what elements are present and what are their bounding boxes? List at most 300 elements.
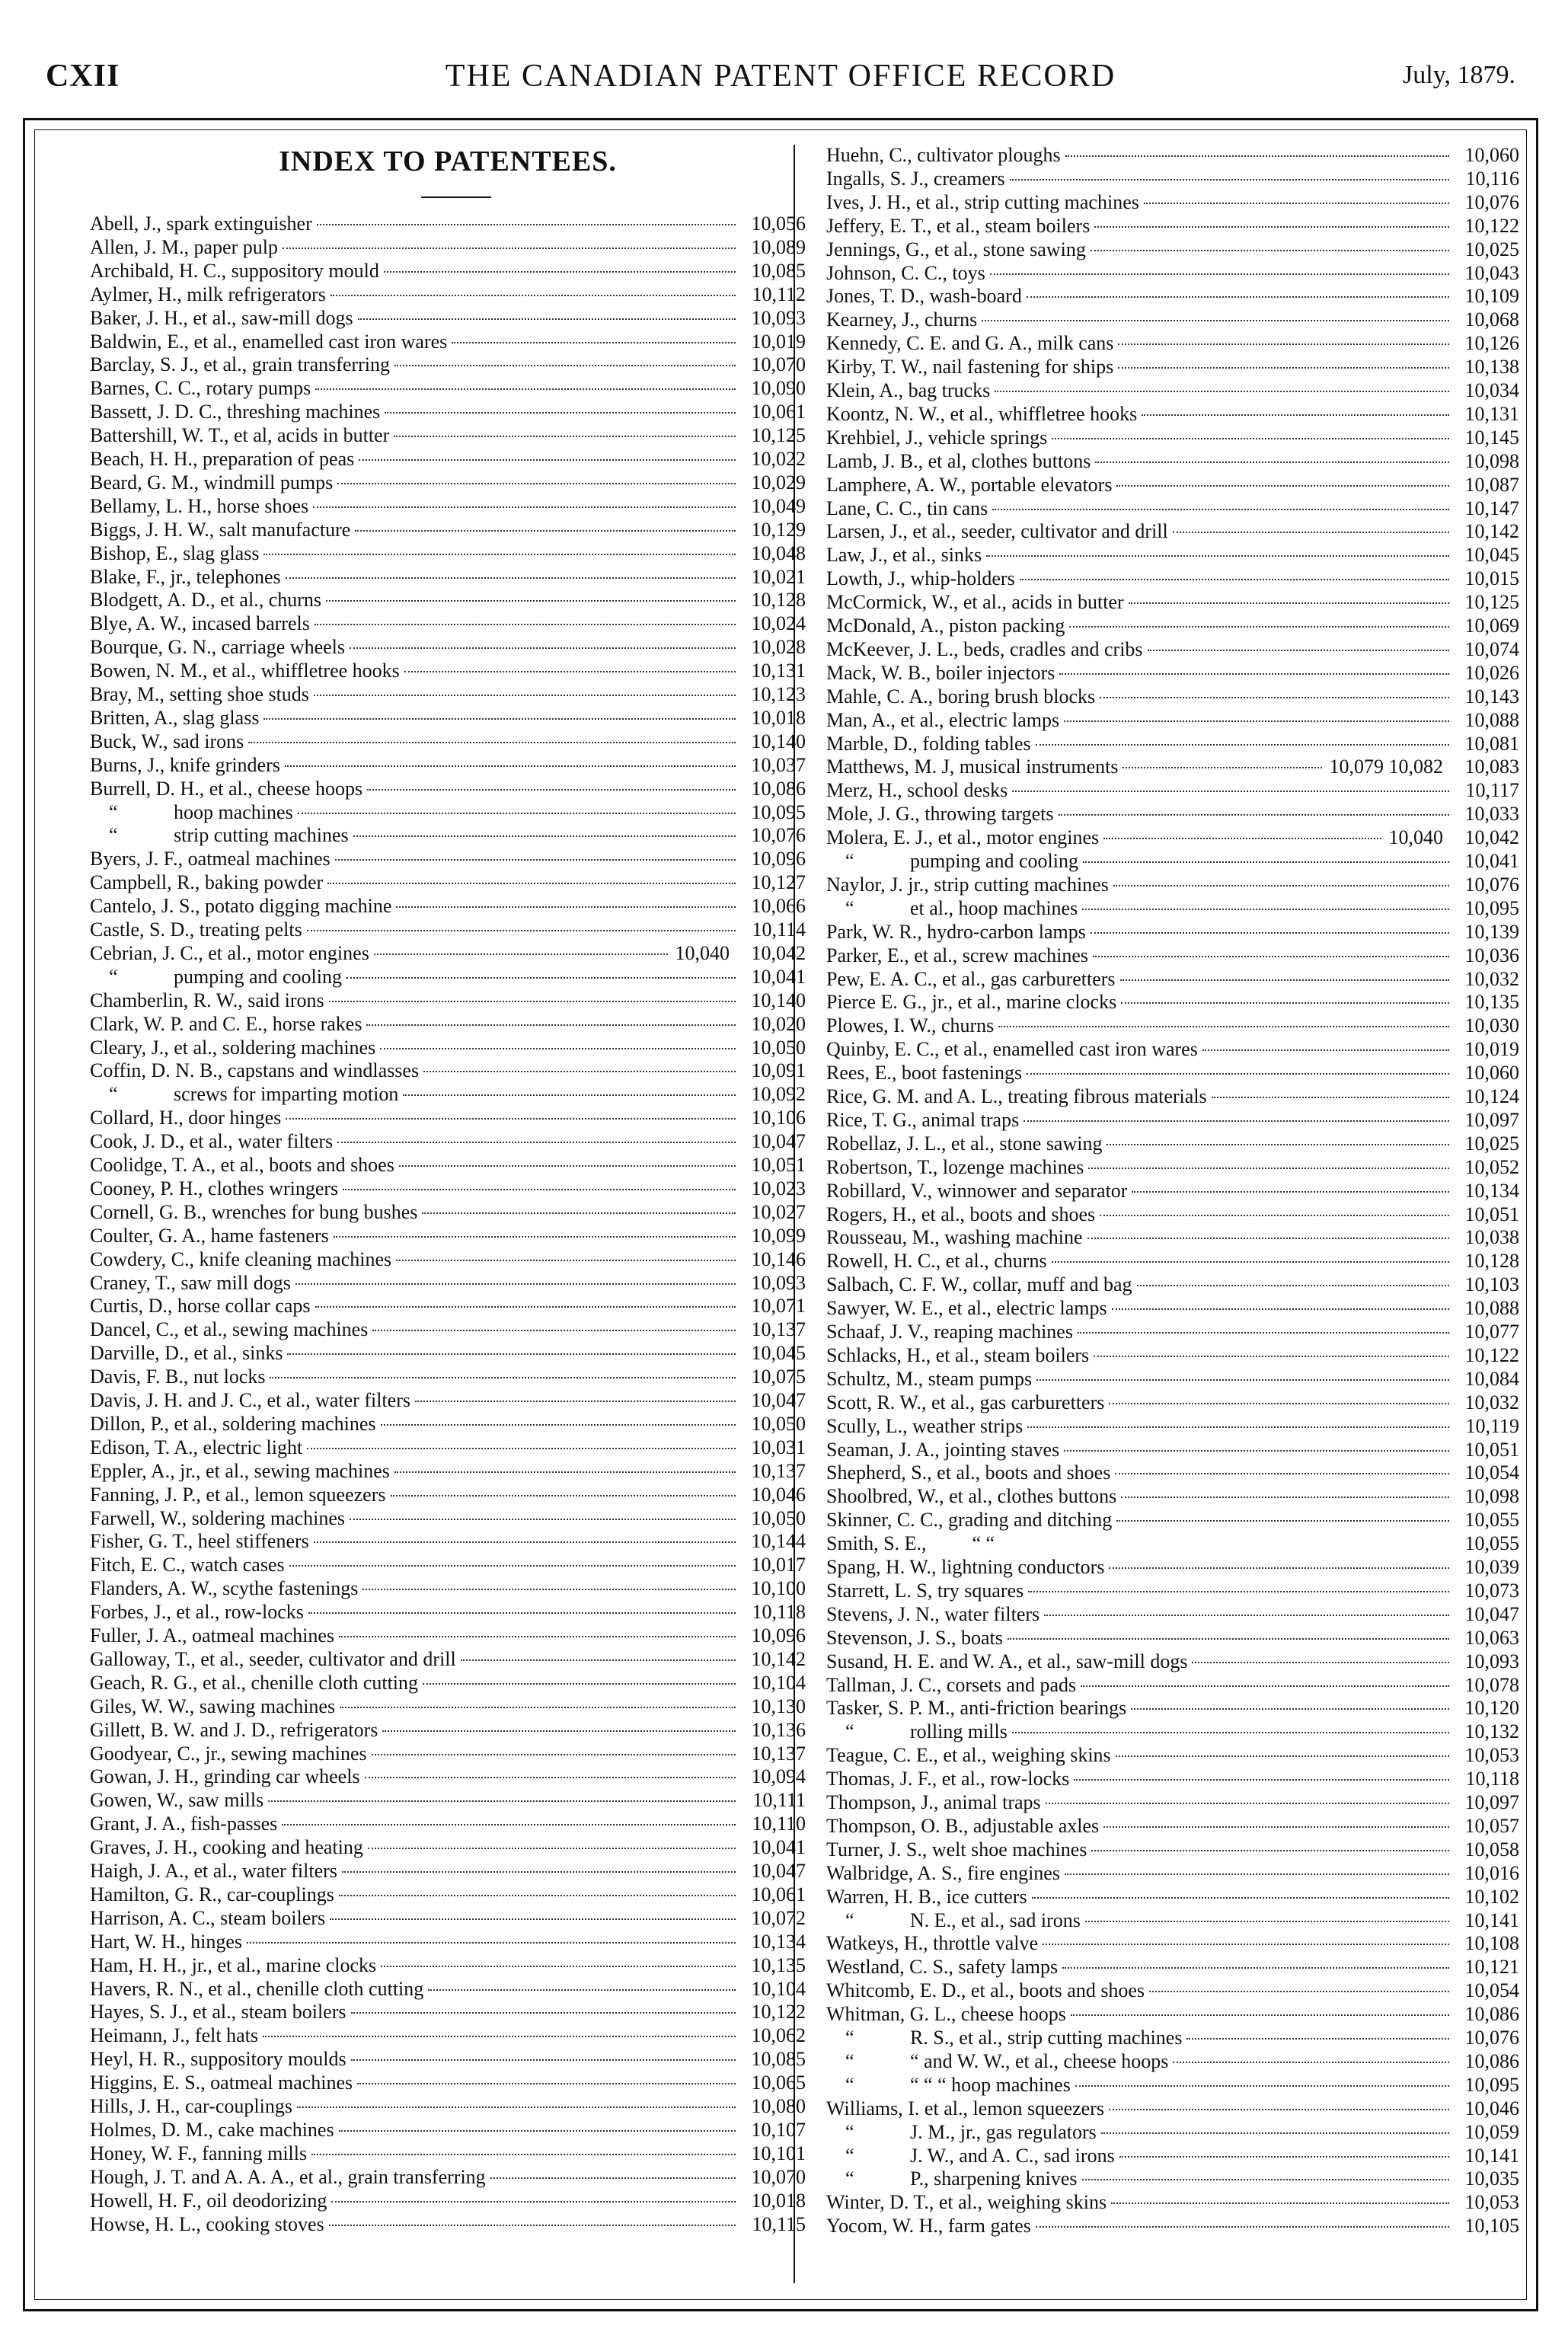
dot-leader — [1202, 1049, 1449, 1051]
entry-text: Bowen, N. M., et al., whiffletree hooks — [90, 660, 400, 682]
index-entry — [826, 1414, 1519, 1438]
patent-number: 10,073 — [1464, 1579, 1519, 1602]
index-entry — [826, 1155, 1519, 1179]
patent-number: 10,076 — [1464, 873, 1519, 896]
ditto-mark: “ — [109, 824, 118, 847]
entry-text: Howell, H. F., oil deodorizing — [90, 2189, 327, 2212]
index-entry — [90, 1695, 806, 1718]
index-entry — [90, 1224, 806, 1247]
dot-leader — [1116, 1755, 1449, 1757]
dot-leader — [986, 555, 1449, 557]
entry-text: Thomas, J. F., et al., row-locks — [826, 1768, 1070, 1790]
dot-leader — [248, 742, 736, 743]
dot-leader — [992, 509, 1449, 510]
dot-leader — [1144, 203, 1449, 204]
patent-number: 10,054 — [1464, 1461, 1519, 1484]
dot-leader — [366, 1024, 736, 1026]
patent-number: 10,055 — [1464, 1532, 1519, 1555]
index-entry — [90, 823, 806, 847]
patent-number: 10,049 — [751, 494, 806, 517]
dot-leader — [1078, 1332, 1449, 1334]
entry-text: Cornell, G. B., wrenches for bung bushes — [90, 1200, 418, 1223]
entry-text: Campbell, R., baking powder — [90, 871, 324, 894]
patent-number: 10,144 — [751, 1530, 806, 1553]
entry-text: Sawyer, W. E., et al., electric lamps — [826, 1297, 1107, 1320]
entry-text: Turner, J. S., welt shoe machines — [826, 1838, 1087, 1861]
entry-text: Smith, S. E., — [826, 1532, 927, 1555]
index-entry — [90, 777, 806, 800]
entry-text: Lamb, J. B., et al, clothes buttons — [826, 449, 1091, 472]
index-entry — [90, 447, 806, 471]
patent-number: 10,015 — [1464, 567, 1519, 590]
ditto-mark: “ — [845, 2144, 854, 2167]
dot-leader — [330, 1918, 736, 1920]
dot-leader — [1027, 296, 1449, 298]
entry-text: Fanning, J. P., et al., lemon squeezers — [90, 1483, 386, 1506]
patent-number: 10,120 — [1464, 1697, 1519, 1720]
index-entry — [90, 1624, 806, 1647]
entry-extra-number: 10,079 10,082 — [1329, 755, 1443, 778]
dot-leader — [357, 2083, 736, 2084]
patent-number: 10,090 — [751, 377, 806, 400]
patent-number: 10,034 — [1464, 379, 1519, 401]
index-entry — [826, 2097, 1519, 2120]
dot-leader — [990, 273, 1449, 275]
entry-text: Graves, J. H., cooking and heating — [90, 1836, 363, 1859]
index-entry — [826, 1838, 1519, 1861]
dot-leader — [307, 930, 736, 931]
entry-text: Higgins, E. S., oatmeal machines — [90, 2071, 353, 2094]
index-entry — [826, 1084, 1519, 1108]
index-entry — [90, 1247, 806, 1271]
patent-number: 10,039 — [1464, 1556, 1519, 1578]
dot-leader — [368, 1848, 736, 1849]
patent-number: 10,025 — [1464, 1132, 1519, 1155]
dot-leader — [1109, 1403, 1449, 1404]
index-entry — [90, 1835, 806, 1859]
entry-text: Harrison, A. C., steam boilers — [90, 1906, 326, 1929]
entry-text: Baldwin, E., et al., enamelled cast iron wares — [90, 330, 448, 353]
page-number: CXII — [46, 59, 120, 94]
patent-number: 10,146 — [751, 1247, 806, 1270]
patent-number: 10,025 — [1464, 238, 1519, 260]
index-entry — [90, 1200, 806, 1224]
index-entry — [826, 826, 1519, 849]
index-entry — [90, 1742, 806, 1765]
entry-text: Hayes, S. J., et al., steam boilers — [90, 2001, 346, 2024]
dot-leader — [263, 718, 736, 720]
index-entry — [826, 426, 1519, 449]
index-entry — [826, 1650, 1519, 1673]
dot-leader — [403, 1094, 736, 1096]
index-entry — [90, 471, 806, 494]
dot-leader — [423, 1683, 736, 1685]
patent-number: 10,107 — [751, 2118, 806, 2141]
entry-text: McDonald, A., piston packing — [826, 615, 1065, 637]
patent-number: 10,138 — [1464, 356, 1519, 379]
patent-number: 10,035 — [1464, 2167, 1519, 2190]
dot-leader — [1071, 2014, 1449, 2016]
index-entry — [90, 870, 806, 894]
index-entry — [90, 2024, 806, 2047]
entry-text: Gowan, J. H., grinding car wheels — [90, 1765, 360, 1788]
dot-leader — [1118, 367, 1449, 369]
patent-number: 10,098 — [1464, 1485, 1519, 1508]
dot-leader — [351, 2059, 736, 2061]
patent-number: 10,136 — [751, 1718, 806, 1741]
index-entry — [90, 1906, 806, 1930]
index-entry — [826, 331, 1519, 355]
patent-number: 10,097 — [1464, 1791, 1519, 1813]
patent-number: 10,122 — [1464, 1343, 1519, 1366]
entry-text: Seaman, J. A., jointing staves — [826, 1438, 1060, 1461]
ditto-mark: “ — [845, 850, 854, 872]
index-entry — [826, 1367, 1519, 1391]
dot-leader — [1043, 1944, 1449, 1945]
patent-number: 10,055 — [1464, 1509, 1519, 1532]
entry-text: Flanders, A. W., scythe fastenings — [90, 1577, 359, 1600]
entry-text: Geach, R. G., et al., chenille cloth cutting — [90, 1671, 419, 1694]
entry-text: Schaaf, J. V., reaping machines — [826, 1321, 1073, 1343]
patent-number: 10,017 — [751, 1554, 806, 1576]
entry-text: Allen, J. M., paper pulp — [90, 235, 278, 258]
entry-text: Davis, J. H. and J. C., et al., water filters — [90, 1389, 410, 1411]
patent-number: 10,042 — [1464, 826, 1519, 849]
index-entry — [826, 590, 1519, 614]
entry-text: Jeffery, E. T., et al., steam boilers — [826, 214, 1091, 237]
index-entry — [90, 894, 806, 918]
dot-leader — [1120, 979, 1449, 981]
entry-text: Cowdery, C., knife cleaning machines — [90, 1247, 392, 1270]
entry-text: Scott, R. W., et al., gas carburetters — [826, 1391, 1105, 1413]
patent-number: 10,024 — [751, 612, 806, 635]
entry-text: Man, A., et al., electric lamps — [826, 708, 1060, 731]
patent-number: 10,127 — [751, 871, 806, 894]
entry-text: Cooney, P. H., clothes wringers — [90, 1177, 339, 1199]
patent-number: 10,029 — [751, 471, 806, 494]
index-entry — [826, 1626, 1519, 1650]
dot-leader — [295, 1283, 736, 1285]
index-entry — [826, 2026, 1519, 2049]
dot-leader — [1100, 1215, 1449, 1216]
index-entry — [826, 1909, 1519, 1932]
dot-leader — [331, 2201, 736, 2202]
index-entry — [826, 1555, 1519, 1579]
patent-number: 10,091 — [751, 1059, 806, 1082]
entry-text: Klein, A., bag trucks — [826, 379, 991, 401]
patent-number: 10,125 — [1464, 591, 1519, 614]
patent-number: 10,095 — [751, 800, 806, 823]
entry-text: Heimann, J., felt hats — [90, 2024, 258, 2047]
entry-text: Buck, W., sad irons — [90, 730, 244, 752]
dot-leader — [374, 953, 668, 955]
index-entry — [90, 1788, 806, 1812]
patent-number: 10,076 — [751, 824, 806, 847]
entry-text: Grant, J. A., fish-passes — [90, 1813, 278, 1835]
entry-text: Johnson, C. C., toys — [826, 261, 985, 284]
entry-text: Eppler, A., jr., et al., sewing machines — [90, 1459, 390, 1482]
entry-text: McCormick, W., et al., acids in butter — [826, 591, 1124, 614]
dot-leader — [385, 412, 736, 414]
patent-number: 10,071 — [751, 1295, 806, 1318]
index-entry — [826, 214, 1519, 238]
patent-number: 10,058 — [1464, 1838, 1519, 1861]
index-entry — [90, 1883, 806, 1906]
index-entry — [826, 402, 1519, 426]
index-entry — [90, 1012, 806, 1036]
dot-leader — [1149, 1991, 1449, 1992]
entry-text: Park, W. R., hydro-carbon lamps — [826, 920, 1086, 943]
dot-leader — [1116, 485, 1449, 487]
patent-number: 10,139 — [1464, 920, 1519, 943]
index-entry — [826, 755, 1519, 778]
dot-leader — [1142, 414, 1449, 416]
index-entry — [826, 1014, 1519, 1037]
index-entry — [826, 1673, 1519, 1697]
patent-number: 10,083 — [1464, 755, 1519, 778]
patent-number: 10,093 — [1464, 1650, 1519, 1672]
index-entry — [90, 659, 806, 682]
patent-number: 10,036 — [1464, 944, 1519, 966]
entry-extra-number: 10,040 — [675, 941, 730, 964]
index-entry — [90, 918, 806, 941]
dot-leader — [1088, 1168, 1449, 1169]
index-entry — [90, 1600, 806, 1624]
patent-number: 10,065 — [751, 2071, 806, 2094]
index-entry — [826, 1767, 1519, 1790]
ditto-mark: “ — [845, 2120, 854, 2143]
dot-leader — [340, 1707, 736, 1708]
patent-number: 10,115 — [752, 2212, 806, 2235]
patent-number: 10,109 — [1464, 285, 1519, 308]
entry-text: Law, J., et al., sinks — [826, 544, 982, 567]
patent-number: 10,141 — [1464, 1909, 1519, 1931]
patent-number: 10,140 — [751, 730, 806, 752]
index-entry — [826, 944, 1519, 967]
dot-leader — [1059, 673, 1449, 675]
patent-number: 10,122 — [1464, 214, 1519, 237]
patent-number: 10,042 — [751, 941, 806, 964]
patent-number: 10,118 — [1465, 1768, 1519, 1790]
index-entry — [826, 167, 1519, 190]
dot-leader — [287, 1353, 736, 1355]
journal-title: THE CANADIAN PATENT OFFICE RECORD — [445, 59, 1116, 94]
entry-text: Stevens, J. N., water filters — [826, 1602, 1040, 1625]
index-entry — [826, 685, 1519, 708]
index-entry — [826, 920, 1519, 944]
dot-leader — [1118, 343, 1449, 345]
entry-text: Stevenson, J. S., boats — [826, 1626, 1003, 1649]
entry-text: Jennings, G., et al., stone sawing — [826, 238, 1086, 260]
index-entry — [826, 1861, 1519, 1885]
patent-number: 10,037 — [751, 753, 806, 776]
entry-text: Robellaz, J. L., et al., stone sawing — [826, 1132, 1103, 1155]
index-entry — [90, 1529, 806, 1553]
index-entry — [90, 1318, 806, 1341]
patent-number: 10,111 — [752, 1789, 806, 1812]
dot-leader — [315, 1306, 736, 1308]
patent-number: 10,140 — [751, 989, 806, 1011]
entry-text: Lowth, J., whip-holders — [826, 567, 1015, 590]
patent-number: 10,134 — [751, 1930, 806, 1953]
patent-number: 10,121 — [1464, 1956, 1519, 1979]
entry-text: Haigh, J. A., et al., water filters — [90, 1860, 337, 1882]
patent-number: 10,078 — [1464, 1673, 1519, 1696]
dot-leader — [263, 554, 736, 555]
entry-text: Bellamy, L. H., horse shoes — [90, 494, 309, 517]
entry-text: Burrell, D. H., et al., cheese hoops — [90, 777, 363, 800]
dot-leader — [396, 1260, 736, 1261]
index-entry — [90, 1129, 806, 1153]
patent-number: 10,119 — [1465, 1414, 1519, 1437]
dot-leader — [1101, 2132, 1449, 2134]
entry-text: Whitcomb, E. D., et al., boots and shoes — [826, 1979, 1145, 2002]
dot-leader — [307, 1448, 736, 1449]
entry-text: Naylor, J. jr., strip cutting machines — [826, 873, 1109, 896]
patent-number: 10,059 — [1464, 2120, 1519, 2143]
entry-text: Mack, W. B., boiler injectors — [826, 661, 1055, 684]
entry-text: Mole, J. G., throwing targets — [826, 803, 1054, 826]
index-entry — [826, 1955, 1519, 1979]
index-entry — [826, 1743, 1519, 1767]
dot-leader — [428, 1989, 736, 1991]
dot-leader — [1091, 250, 1449, 251]
entry-text: Goodyear, C., jr., sewing machines — [90, 1742, 367, 1765]
dot-leader — [343, 1189, 736, 1190]
index-entry — [826, 449, 1519, 473]
dot-leader — [317, 224, 736, 225]
entry-text: Howse, H. L., cooking stoves — [90, 2212, 324, 2235]
patent-number: 10,116 — [1465, 167, 1519, 190]
index-entry — [90, 1553, 806, 1576]
patent-number: 10,043 — [1464, 261, 1519, 284]
entry-text: “ and W. W., et al., cheese hoops — [910, 2049, 1169, 2072]
index-entry — [826, 1885, 1519, 1909]
entry-text: Gillett, B. W. and J. D., refrigerators — [90, 1718, 378, 1741]
entry-text: Curtis, D., horse collar caps — [90, 1295, 311, 1318]
index-entry — [826, 2120, 1519, 2144]
dot-leader — [314, 695, 736, 696]
patent-number: 10,131 — [751, 660, 806, 682]
entry-text: Schlacks, H., et al., steam boilers — [826, 1343, 1090, 1366]
entry-text: Plowes, I. W., churns — [826, 1014, 995, 1037]
patent-number: 10,016 — [1464, 1861, 1519, 1884]
page-header — [46, 58, 1515, 96]
entry-text: Scully, L., weather strips — [826, 1414, 1024, 1437]
index-entry — [826, 2144, 1519, 2167]
entry-text: Bassett, J. D. C., threshing machines — [90, 401, 381, 423]
dot-leader — [1212, 1097, 1449, 1098]
patent-number: 10,092 — [751, 1083, 806, 1106]
index-entry — [90, 753, 806, 777]
patent-number: 10,089 — [751, 235, 806, 258]
entry-text: Coolidge, T. A., et al., boots and shoes — [90, 1154, 394, 1176]
index-entry — [90, 1765, 806, 1788]
patent-number: 10,038 — [1464, 1226, 1519, 1249]
patent-number: 10,051 — [1464, 1438, 1519, 1461]
entry-text: Cleary, J., et al., soldering machines — [90, 1036, 376, 1059]
index-entry — [826, 1061, 1519, 1084]
ditto-mark: “ — [109, 800, 118, 823]
index-heading: INDEX TO PATENTEES. — [279, 145, 617, 177]
dot-leader — [1123, 767, 1321, 768]
patent-number: 10,122 — [751, 2001, 806, 2024]
dot-leader — [1046, 1803, 1449, 1804]
index-entry — [826, 990, 1519, 1014]
dot-leader — [350, 647, 736, 649]
dot-leader — [1036, 1379, 1449, 1381]
dot-leader — [982, 320, 1449, 321]
dot-leader — [1036, 744, 1449, 746]
patent-number: 10,047 — [751, 1389, 806, 1411]
index-entry — [826, 519, 1519, 543]
dot-leader — [384, 271, 736, 273]
patent-number: 10,048 — [751, 541, 806, 564]
patent-number: 10,019 — [1464, 1038, 1519, 1061]
index-entry — [90, 1812, 806, 1835]
patent-number: 10,095 — [1464, 896, 1519, 919]
index-entry — [90, 1177, 806, 1200]
dot-leader — [282, 1824, 736, 1826]
entry-text: Barclay, S. J., et al., grain transferring — [90, 353, 390, 376]
entry-text: Koontz, N. W., et al., whiffletree hooks — [826, 402, 1138, 425]
index-entry — [90, 1153, 806, 1177]
patent-number: 10,047 — [1464, 1602, 1519, 1625]
index-entry — [90, 800, 806, 824]
patent-number: 10,098 — [1464, 449, 1519, 472]
index-entry — [90, 1082, 806, 1106]
index-entry — [826, 614, 1519, 637]
index-entry — [90, 941, 806, 965]
index-entry — [90, 2000, 806, 2024]
patent-number: 10,135 — [751, 1953, 806, 1976]
index-entry — [826, 355, 1519, 379]
entry-text: Chamberlin, R. W., said irons — [90, 989, 324, 1011]
index-entry — [90, 1953, 806, 1977]
patent-number: 10,096 — [751, 1624, 806, 1647]
index-entry — [826, 2167, 1519, 2190]
index-entry — [90, 635, 806, 659]
dot-leader — [461, 1659, 736, 1661]
entry-text: Byers, J. F., oatmeal machines — [90, 848, 331, 870]
index-entry — [826, 2049, 1519, 2073]
dot-leader — [490, 2177, 736, 2179]
dot-leader — [329, 2225, 736, 2226]
entry-text: Matthews, M. J, musical instruments — [826, 755, 1119, 778]
index-entry — [90, 989, 806, 1012]
entry-text: Collard, H., door hinges — [90, 1107, 282, 1129]
index-entry — [826, 1391, 1519, 1414]
index-entry — [90, 1718, 806, 1742]
dot-leader — [1173, 532, 1449, 533]
index-entry — [826, 1814, 1519, 1838]
entry-text: Thompson, O. B., adjustable axles — [826, 1814, 1100, 1837]
index-entry — [826, 473, 1519, 497]
dot-leader — [1094, 226, 1449, 228]
patent-number: 10,117 — [1465, 779, 1519, 802]
entry-text: Krehbiel, J., vehicle springs — [826, 426, 1048, 449]
dot-leader — [351, 2012, 736, 2014]
dot-leader — [355, 530, 736, 532]
index-entry — [826, 1790, 1519, 1814]
patent-number: 10,052 — [1464, 1155, 1519, 1178]
patent-number: 10,137 — [751, 1742, 806, 1765]
index-entry — [90, 1388, 806, 1412]
dot-leader — [283, 248, 736, 249]
entry-text: Pierce E. G., jr., et al., marine clocks — [826, 991, 1117, 1014]
patent-number: 10,103 — [1464, 1273, 1519, 1296]
dot-leader — [1095, 462, 1449, 463]
